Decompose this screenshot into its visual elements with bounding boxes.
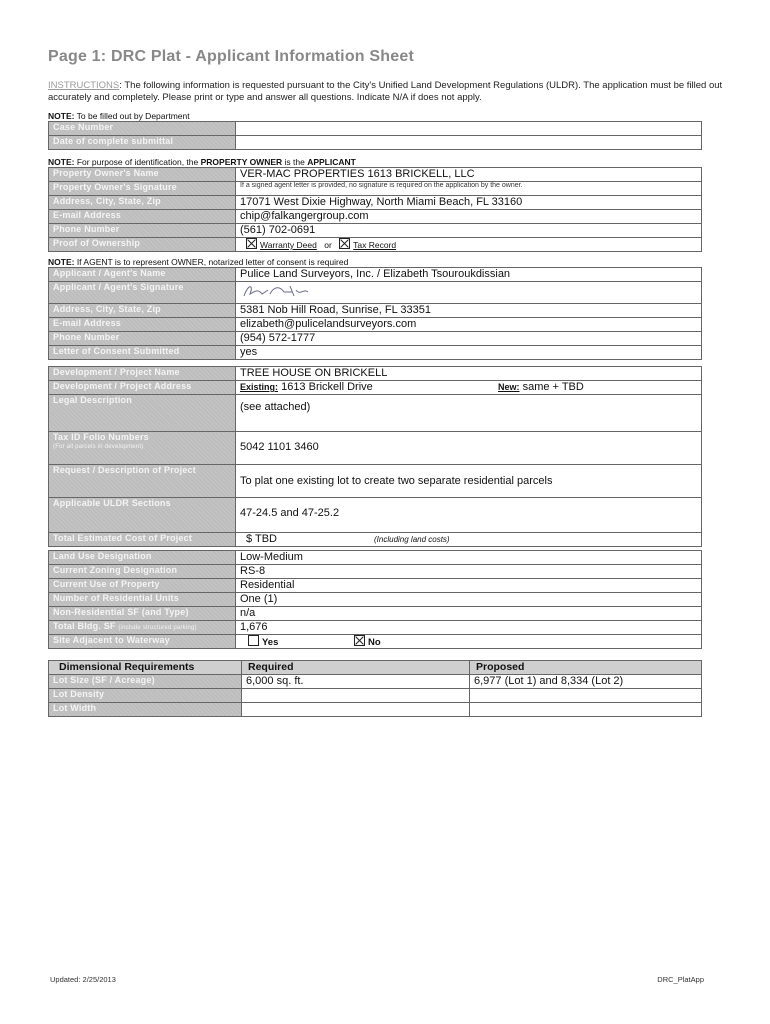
or-label: or [324,240,332,250]
agent-note: NOTE: If AGENT is to represent OWNER, notarized letter of consent is required [48,257,349,267]
tax-record-checkbox[interactable] [339,238,350,249]
warranty-deed-label: Warranty Deed [260,240,317,250]
owner-signature-note[interactable]: If a signed agent letter is provided, no signature is required on the application by the owner. [236,182,702,196]
cost-note: (Including land costs) [374,535,450,544]
footer-updated: Updated: 2/25/2013 [50,975,116,984]
table-row [49,675,702,689]
instructions [48,80,728,104]
agent-phone-label: Phone Number [49,332,236,346]
owner-address-label: Address, City, State, Zip [49,196,236,210]
owner-signature-label: Property Owner's Signature [49,182,236,196]
case-number-field[interactable] [236,122,702,136]
agent-name-field[interactable]: Pulice Land Surveyors, Inc. / Elizabeth Tsouroukdissian [236,268,702,282]
required-header: Required [242,661,470,675]
owner-table [48,167,702,252]
owner-phone-field[interactable]: (561) 702-0691 [236,224,702,238]
units-label: Number of Residential Units [49,593,236,607]
nonres-field[interactable]: n/a [236,607,702,621]
waterway-label: Site Adjacent to Waterway [49,635,236,649]
folio-label: Tax ID Folio Numbers (For all parcels in development) [49,432,236,465]
folio-field[interactable]: 5042 1101 3460 [236,432,702,465]
existing-value: 1613 Brickell Drive [281,381,373,393]
owner-address-field[interactable]: 17071 West Dixie Highway, North Miami Beach, FL 33160 [236,196,702,210]
case-number-label: Case Number [49,122,236,136]
owner-email-field[interactable]: chip@falkangergroup.com [236,210,702,224]
instructions-label: INSTRUCTIONS [48,80,120,91]
agent-phone-field[interactable]: (954) 572-1777 [236,332,702,346]
legal-field[interactable]: (see attached) [236,395,702,432]
use-field[interactable]: Residential [236,579,702,593]
lot-density-required[interactable] [242,689,470,703]
date-submittal-label: Date of complete submittal [49,136,236,150]
warranty-deed-checkbox[interactable] [246,238,257,249]
project-name-label: Development / Project Name [49,367,236,381]
lot-density-label: Lot Density [49,689,242,703]
owner-phone-label: Phone Number [49,224,236,238]
dept-note: NOTE: To be filled out by Department [48,111,190,121]
new-value: same + TBD [522,381,584,393]
agent-address-field[interactable]: 5381 Nob Hill Road, Sunrise, FL 33351 [236,304,702,318]
new-label: New: [498,382,520,392]
agent-email-field[interactable]: elizabeth@pulicelandsurveyors.com [236,318,702,332]
uldr-label: Applicable ULDR Sections [49,498,236,533]
request-field[interactable]: To plat one existing lot to create two separate residential parcels [236,465,702,498]
zoning-label: Current Zoning Designation [49,565,236,579]
cost-field[interactable] [236,533,702,547]
request-label: Request / Description of Project [49,465,236,498]
cost-label: Total Estimated Cost of Project [49,533,236,547]
proposed-header: Proposed [470,661,702,675]
zoning-field[interactable]: RS-8 [236,565,702,579]
lot-size-proposed[interactable]: 6,977 (Lot 1) and 8,334 (Lot 2) [470,675,702,689]
ownership-field [236,238,702,252]
uldr-field[interactable]: 47-24.5 and 47-25.2 [236,498,702,533]
agent-table [48,267,702,360]
tax-record-label: Tax Record [353,240,397,250]
agent-signature-label: Applicant / Agent's Signature [49,282,236,304]
date-submittal-field[interactable] [236,136,702,150]
lot-size-label: Lot Size (SF / Acreage) [49,675,242,689]
waterway-no-label: No [368,637,381,648]
waterway-no-checkbox[interactable] [354,635,365,646]
nonres-label: Non-Residential SF (and Type) [49,607,236,621]
consent-field[interactable]: yes [236,346,702,360]
lot-width-required[interactable] [242,703,470,717]
table-row [49,703,702,717]
lot-density-proposed[interactable] [470,689,702,703]
use-label: Current Use of Property [49,579,236,593]
owner-name-field[interactable]: VER-MAC PROPERTIES 1613 BRICKELL, LLC [236,168,702,182]
project-address-field[interactable] [236,381,702,395]
table-row [49,689,702,703]
landuse-table [48,550,702,649]
cost-value: $ TBD [246,533,277,545]
project-address-label: Development / Project Address [49,381,236,395]
agent-signature-image [240,282,310,300]
units-field[interactable]: One (1) [236,593,702,607]
landuse-label: Land Use Designation [49,551,236,565]
existing-label: Existing: [240,382,279,392]
lot-width-label: Lot Width [49,703,242,717]
consent-label: Letter of Consent Submitted [49,346,236,360]
dept-table [48,121,702,150]
instructions-text: : The following information is requested pursuant to the City's Unified Land Development Regulations (ULDR). The application must be filled out accurately and completely. Please print or type and answer all questions. Indicate N/A if does not apply. [48,80,723,103]
waterway-field [236,635,702,649]
footer-code: DRC_PlatApp [657,975,704,984]
lot-width-proposed[interactable] [470,703,702,717]
landuse-field[interactable]: Low-Medium [236,551,702,565]
bldg-field[interactable]: 1,676 [236,621,702,635]
ownership-label: Proof of Ownership [49,238,236,252]
owner-name-label: Property Owner's Name [49,168,236,182]
owner-email-label: E-mail Address [49,210,236,224]
agent-signature-field[interactable] [236,282,702,304]
project-table [48,366,702,547]
bldg-label: Total Bldg. SF (include structured parking) [49,621,236,635]
agent-name-label: Applicant / Agent's Name [49,268,236,282]
agent-email-label: E-mail Address [49,318,236,332]
owner-note: NOTE: For purpose of identification, the PROPERTY OWNER is the APPLICANT [48,157,356,167]
project-name-field[interactable]: TREE HOUSE ON BRICKELL [236,367,702,381]
dimensional-table [48,660,702,717]
waterway-yes-label: Yes [262,637,279,648]
page-title: Page 1: DRC Plat - Applicant Information Sheet [48,48,414,65]
agent-address-label: Address, City, State, Zip [49,304,236,318]
dimensional-header: Dimensional Requirements [49,661,242,675]
waterway-yes-checkbox[interactable] [248,635,259,646]
lot-size-required[interactable]: 6,000 sq. ft. [242,675,470,689]
legal-label: Legal Description [49,395,236,432]
